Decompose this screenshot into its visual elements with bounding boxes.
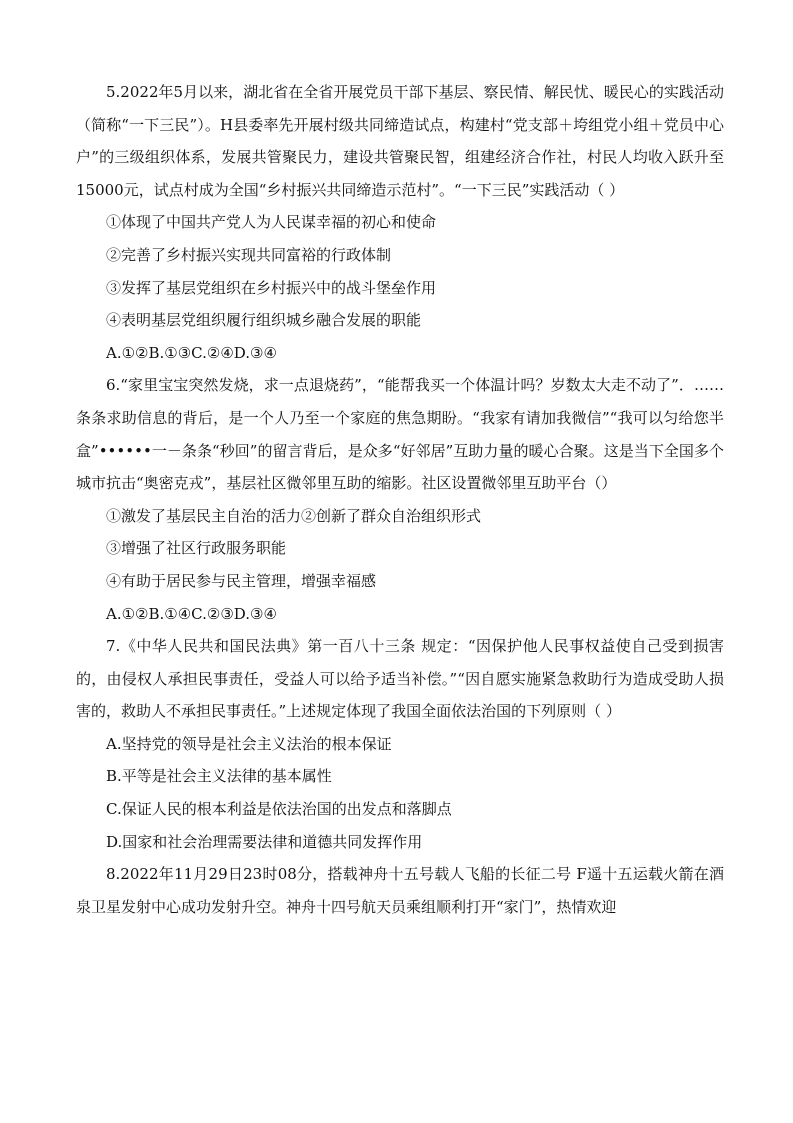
option-3: ③发挥了基层党组织在乡村振兴中的战斗堡垒作用 (106, 278, 437, 297)
option-3: ③增强了社区行政服务职能 (106, 539, 287, 558)
option-4: ④有助于居民参与民主管理，增强幸福感 (106, 571, 377, 590)
question-stem: 5.2022年5月以来，湖北省在全省开展党员干部下基层、察民情、解民忧、暖民心的实践活动（简称“一下三民”）。H县委率先开展村级共同缔造试点，构建村“党支部＋垮组党小组＋党员中心户”的三级组织体系，发展共管聚民力，建设共管聚民智，组建经济合作社，村民人均收入跃升至15000元，试点村成为全国“乡村振兴共同缔造示范村”。“一下三民”实践活动（ ） (76, 83, 724, 199)
answer-choices: A.①②B.①③C.②④D.③④ (106, 343, 277, 362)
option-c: C.保证人民的根本利益是依法治国的出发点和落脚点 (106, 800, 452, 819)
option-2: ②完善了乡村振兴实现共同富裕的行政体制 (106, 245, 392, 264)
option-1-2: ①激发了基层民主自治的活力②创新了群众自治组织形式 (106, 506, 482, 525)
option-a: A.坚持党的领导是社会主义法治的根本保证 (106, 734, 392, 753)
answer-choices: A.①②B.①④C.②③D.③④ (106, 604, 277, 623)
question-7 (76, 630, 724, 858)
question-5 (76, 76, 724, 369)
option-1: ①体现了中国共产党人为人民谋幸福的初心和使命 (106, 213, 437, 232)
option-d: D.国家和社会治理需要法律和道德共同发挥作用 (106, 832, 423, 851)
question-stem: 8.2022年11月29日23时08分，搭载神舟十五号载人飞船的长征二号 F遥十五运载火箭在酒泉卫星发射中心成功发射升空。神舟十四号航天员乘组顺利打开“家门”，热情欢迎 (76, 865, 724, 916)
document-body (76, 76, 724, 923)
question-stem: 6.“家里宝宝突然发烧，求一点退烧药”，“能帮我买一个体温计吗？岁数太大走不动了”．……条条求助信息的背后，是一个人乃至一个家庭的焦急期盼。“我家有请加我微信”“我可以匀给您半盒”••••••一－条条“秒回”的留言背后，是众多“好邻居”互助力量的暖心合聚。这是当下全国多个城市抗击“奥密克戎”，基层社区微邻里互助的缩影。社区设置微邻里互助平台（） (76, 376, 724, 493)
question-6 (76, 369, 724, 630)
question-8 (76, 858, 724, 923)
option-4: ④表明基层党组织履行组织城乡融合发展的职能 (106, 311, 422, 330)
question-stem: 7.《中华人民共和国民法典》第一百八十三条 规定：“因保护他人民事权益使自己受到损害的，由侵权人承担民事责任，受益人可以给予适当补偿。”“因自愿实施紧急救助行为造成受助人损害的，救助人不承担民事责任。”上述规定体现了我国全面依法治国的下列原则（ ） (76, 637, 724, 721)
option-b: B.平等是社会主义法律的基本属性 (106, 767, 332, 786)
